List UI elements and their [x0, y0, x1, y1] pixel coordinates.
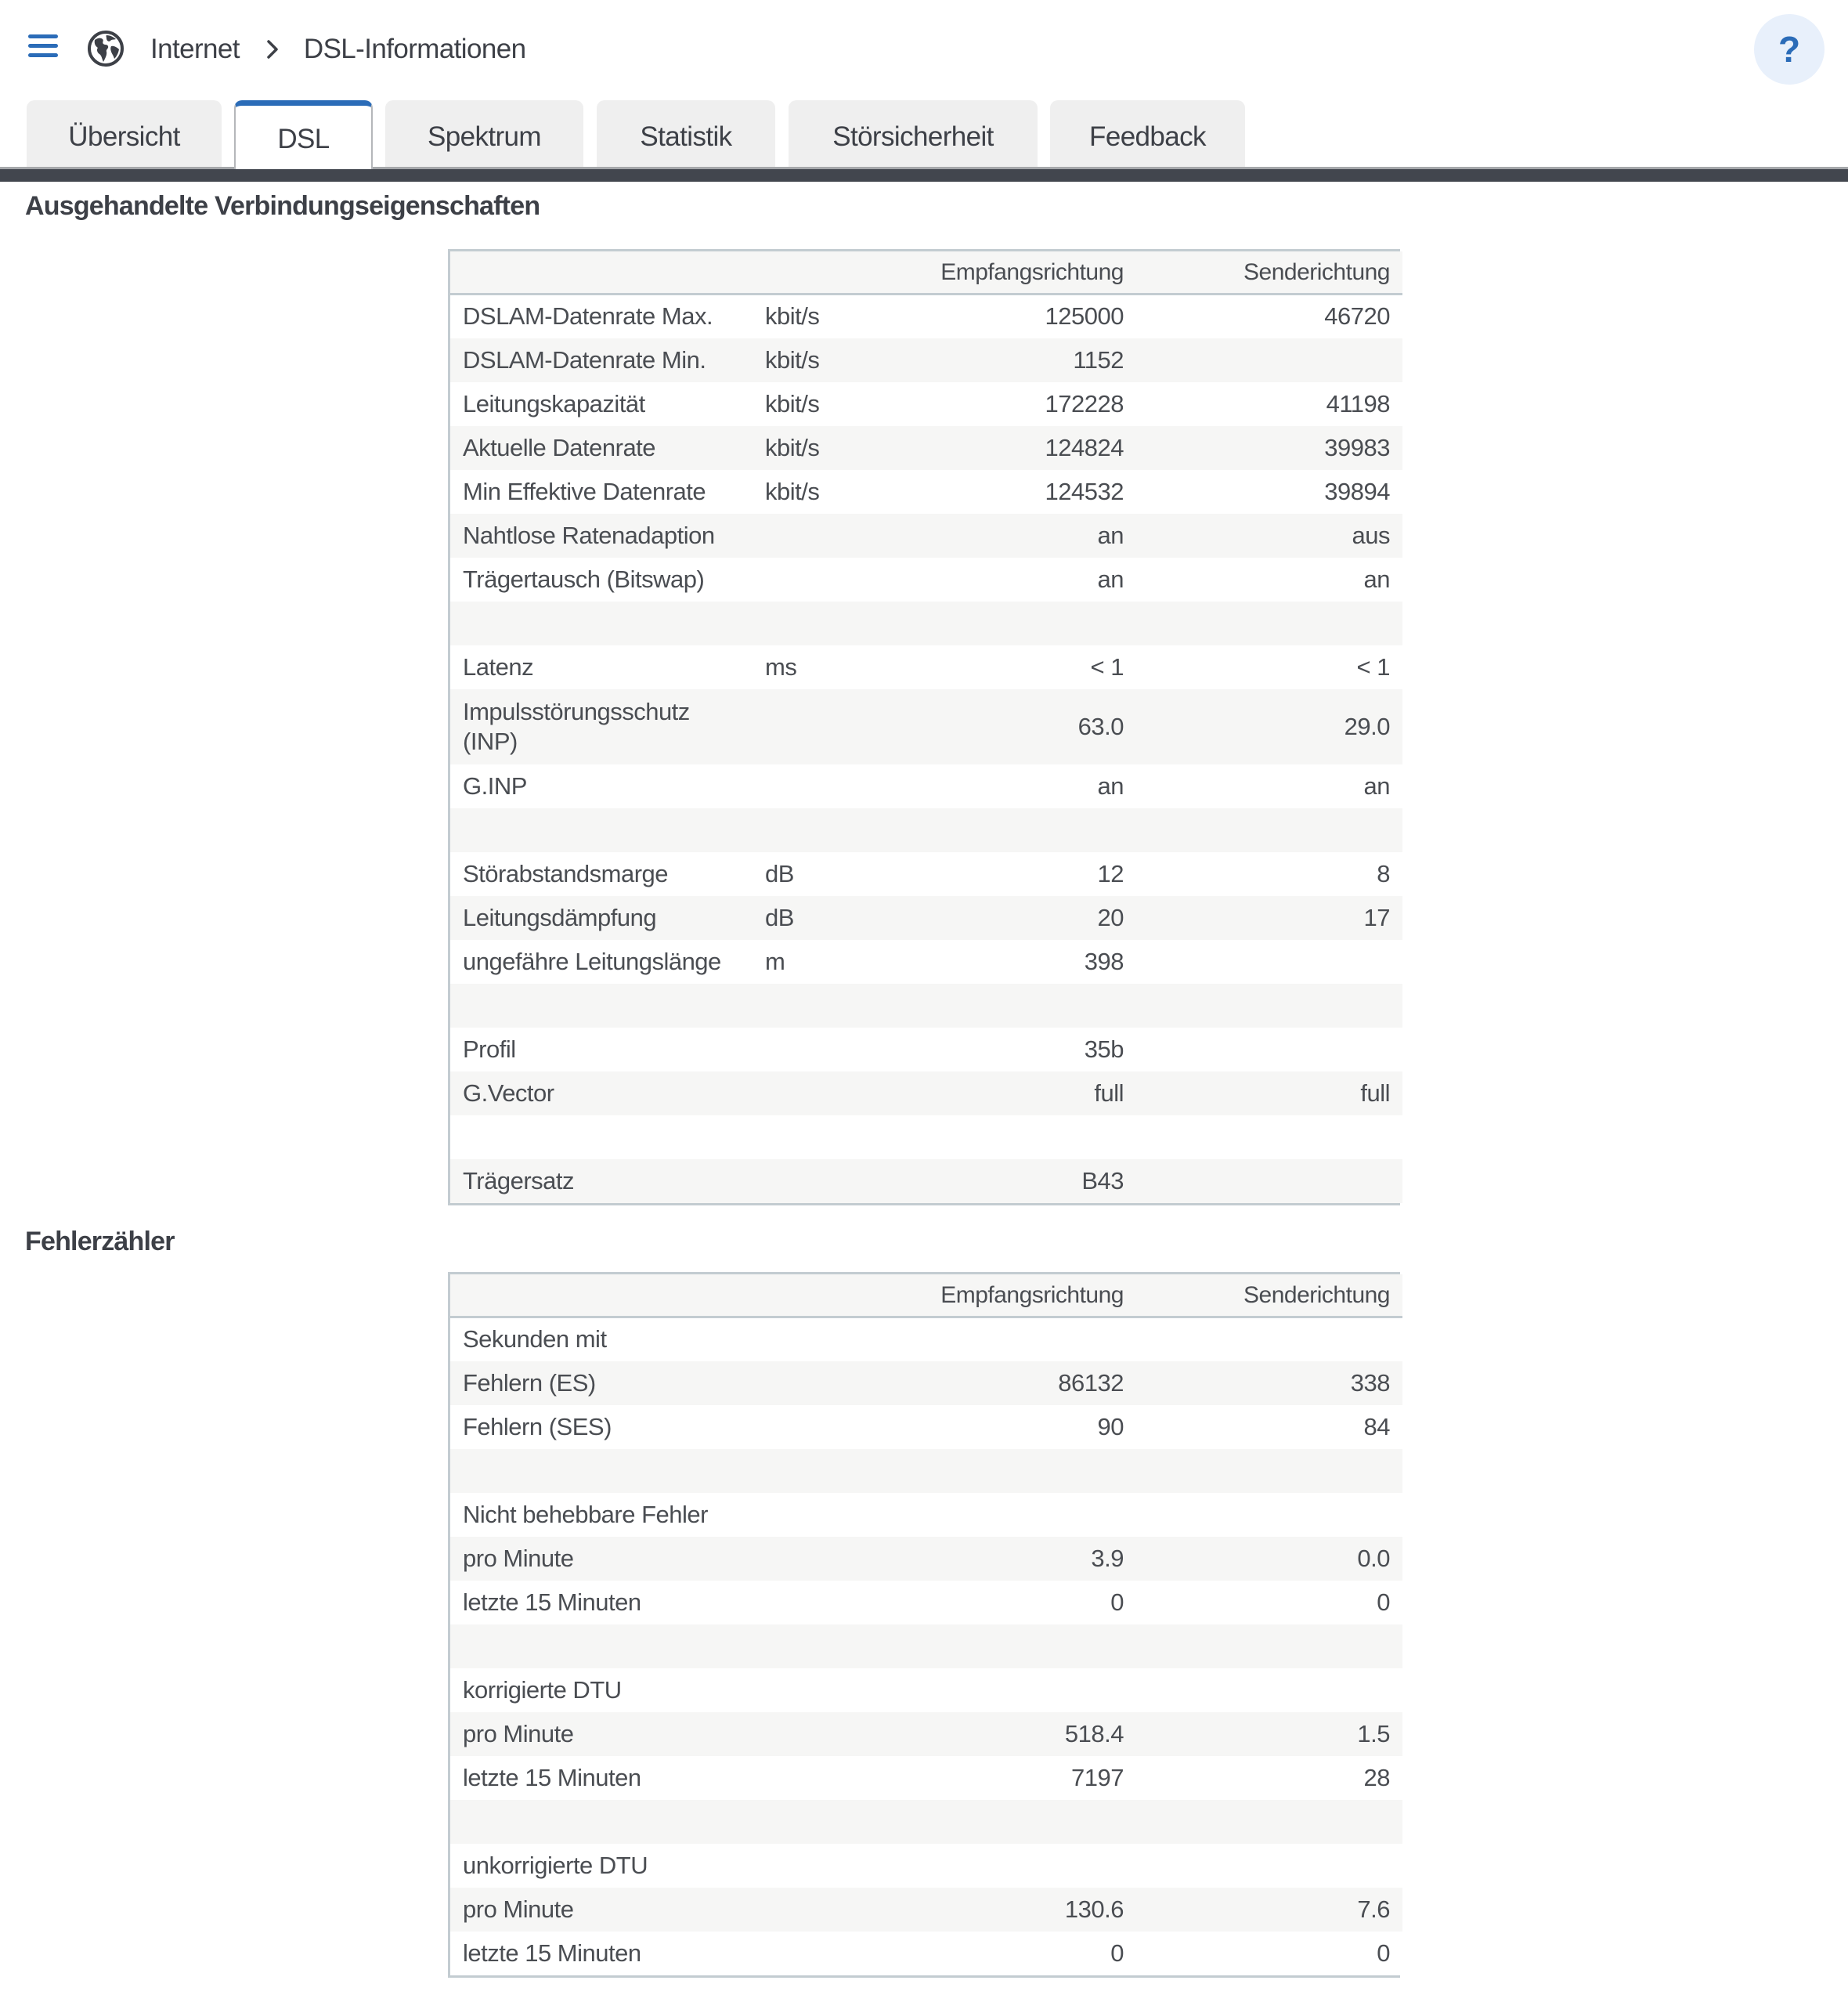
row-value-rx: an — [878, 558, 1136, 602]
tab-label: Statistik — [640, 121, 732, 152]
column-header-tx: Senderichtung — [1136, 1274, 1402, 1317]
row-value-rx: 35b — [878, 1028, 1136, 1071]
row-label: pro Minute — [450, 1712, 753, 1756]
row-unit — [753, 689, 878, 764]
table-spacer-row — [450, 602, 1402, 645]
row-value-tx: 8 — [1136, 852, 1402, 896]
tab-bar — [0, 100, 1848, 169]
row-value-tx: 1.5 — [1136, 1712, 1402, 1756]
row-label: G.Vector — [450, 1071, 753, 1115]
row-unit — [753, 1028, 878, 1071]
row-label — [450, 1624, 753, 1668]
row-label — [450, 1800, 753, 1844]
tab-label: Störsicherheit — [832, 121, 994, 152]
tab-uebersicht[interactable] — [27, 100, 222, 169]
row-value-tx: 28 — [1136, 1756, 1402, 1800]
row-label — [450, 1449, 753, 1493]
table-header-row — [450, 1274, 1402, 1317]
row-value-tx: 7.6 — [1136, 1888, 1402, 1932]
row-label: Aktuelle Datenrate — [450, 426, 753, 470]
table-spacer-row — [450, 1449, 1402, 1493]
tab-spektrum[interactable] — [385, 100, 583, 169]
table-header-row — [450, 251, 1402, 295]
row-value-tx: 46720 — [1136, 295, 1402, 338]
row-label — [450, 984, 753, 1028]
row-label: Sekunden mit — [450, 1317, 753, 1361]
row-label: Trägersatz — [450, 1159, 753, 1203]
hamburger-icon-bar — [28, 44, 58, 48]
row-value-tx — [1136, 1800, 1402, 1844]
error-counter-table — [448, 1272, 1400, 1978]
row-label: korrigierte DTU — [450, 1668, 753, 1712]
table-row — [450, 558, 1402, 602]
row-label: letzte 15 Minuten — [450, 1932, 753, 1975]
row-unit — [753, 1361, 878, 1405]
row-value-tx: < 1 — [1136, 645, 1402, 689]
row-value-tx: 0 — [1136, 1581, 1402, 1624]
row-value-rx — [878, 602, 1136, 645]
tab-dsl[interactable] — [234, 100, 373, 172]
row-unit: dB — [753, 852, 878, 896]
row-value-rx: 130.6 — [878, 1888, 1136, 1932]
row-label: Fehlern (ES) — [450, 1361, 753, 1405]
row-unit — [753, 1844, 878, 1888]
row-value-rx: 125000 — [878, 295, 1136, 338]
table-row — [450, 1581, 1402, 1624]
row-value-rx: 7197 — [878, 1756, 1136, 1800]
row-value-tx: full — [1136, 1071, 1402, 1115]
row-label: Fehlern (SES) — [450, 1405, 753, 1449]
row-label: Nahtlose Ratenadaption — [450, 514, 753, 558]
row-value-rx — [878, 1449, 1136, 1493]
table-row — [450, 426, 1402, 470]
row-value-rx: 20 — [878, 896, 1136, 940]
row-unit: dB — [753, 896, 878, 940]
row-value-tx — [1136, 1317, 1402, 1361]
row-value-rx — [878, 1115, 1136, 1159]
row-unit: ms — [753, 645, 878, 689]
row-unit — [753, 1581, 878, 1624]
tab-underline-bar — [0, 169, 1848, 182]
row-value-tx — [1136, 602, 1402, 645]
row-unit — [753, 1115, 878, 1159]
row-unit: kbit/s — [753, 295, 878, 338]
table-row — [450, 338, 1402, 382]
row-value-tx: 84 — [1136, 1405, 1402, 1449]
row-label: Min Effektive Datenrate — [450, 470, 753, 514]
row-value-tx: 41198 — [1136, 382, 1402, 426]
row-value-rx: 0 — [878, 1581, 1136, 1624]
table-row — [450, 689, 1402, 764]
row-value-rx: B43 — [878, 1159, 1136, 1203]
row-value-tx — [1136, 1844, 1402, 1888]
menu-button[interactable] — [28, 34, 58, 58]
table-row — [450, 1317, 1402, 1361]
row-label: pro Minute — [450, 1888, 753, 1932]
row-value-rx — [878, 1317, 1136, 1361]
row-value-tx — [1136, 1668, 1402, 1712]
row-value-tx: 39894 — [1136, 470, 1402, 514]
row-value-rx — [878, 808, 1136, 852]
row-label — [450, 1493, 753, 1537]
row-value-tx — [1136, 338, 1402, 382]
row-value-rx: 0 — [878, 1932, 1136, 1975]
row-unit: kbit/s — [753, 338, 878, 382]
row-value-rx: 90 — [878, 1405, 1136, 1449]
row-label: DSLAM-Datenrate Max. — [450, 295, 753, 338]
table-row — [450, 470, 1402, 514]
row-unit: kbit/s — [753, 426, 878, 470]
row-unit — [753, 1449, 878, 1493]
tab-label: Feedback — [1089, 121, 1206, 152]
row-unit — [753, 1800, 878, 1844]
row-unit — [753, 514, 878, 558]
row-label: Profil — [450, 1028, 753, 1071]
row-value-rx: 124824 — [878, 426, 1136, 470]
row-value-rx: 86132 — [878, 1361, 1136, 1405]
row-value-tx: 0 — [1136, 1932, 1402, 1975]
column-header-tx: Senderichtung — [1136, 251, 1402, 295]
table-row — [450, 645, 1402, 689]
row-unit — [753, 1159, 878, 1203]
row-value-tx: an — [1136, 558, 1402, 602]
row-value-tx — [1136, 808, 1402, 852]
row-unit — [753, 1624, 878, 1668]
breadcrumb-current: DSL-Informationen — [303, 34, 526, 64]
row-label: DSLAM-Datenrate Min. — [450, 338, 753, 382]
table-row — [450, 940, 1402, 984]
row-unit: kbit/s — [753, 470, 878, 514]
row-label — [450, 1115, 753, 1159]
row-unit — [753, 1493, 878, 1537]
row-value-rx: an — [878, 514, 1136, 558]
row-unit — [753, 764, 878, 808]
row-value-rx: < 1 — [878, 645, 1136, 689]
row-label: G.INP — [450, 764, 753, 808]
row-value-tx — [1136, 1115, 1402, 1159]
tab-label: Übersicht — [68, 121, 180, 152]
row-label: unkorrigierte DTU — [450, 1844, 753, 1888]
table-row — [450, 852, 1402, 896]
row-unit — [753, 1712, 878, 1756]
hamburger-icon-bar — [28, 34, 58, 38]
table-row — [450, 1493, 1402, 1537]
section-title-errors: Fehlerzähler — [25, 1227, 175, 1256]
row-unit — [753, 1932, 878, 1975]
row-value-tx: aus — [1136, 514, 1402, 558]
section-title-connection: Ausgehandelte Verbindungseigenschaften — [25, 191, 540, 221]
table-row — [450, 1888, 1402, 1932]
breadcrumb — [150, 30, 525, 69]
tab-label: DSL — [277, 123, 330, 154]
row-unit — [753, 1537, 878, 1581]
connection-table — [448, 249, 1400, 1205]
row-value-rx: 172228 — [878, 382, 1136, 426]
row-value-rx: 1152 — [878, 338, 1136, 382]
table-row — [450, 1537, 1402, 1581]
row-value-tx — [1136, 1159, 1402, 1203]
table-row — [450, 1668, 1402, 1712]
row-label: letzte 15 Minuten — [450, 1581, 753, 1624]
row-value-rx — [878, 1668, 1136, 1712]
column-header-unit — [753, 1274, 878, 1317]
row-label-text: Nicht behebbare Fehler — [463, 1500, 708, 1528]
table-spacer-row — [450, 1624, 1402, 1668]
row-label: letzte 15 Minuten — [450, 1756, 753, 1800]
table-row — [450, 896, 1402, 940]
row-value-rx: an — [878, 764, 1136, 808]
row-label: Störabstandsmarge — [450, 852, 753, 896]
table-row — [450, 1405, 1402, 1449]
table-row — [450, 1844, 1402, 1888]
row-label: Latenz — [450, 645, 753, 689]
row-value-rx — [878, 1624, 1136, 1668]
tab-stoersicherheit[interactable] — [789, 100, 1038, 169]
table-row — [450, 382, 1402, 426]
table-row — [450, 1932, 1402, 1975]
row-value-rx: 518.4 — [878, 1712, 1136, 1756]
row-unit — [753, 984, 878, 1028]
row-value-tx: 29.0 — [1136, 689, 1402, 764]
row-unit — [753, 1888, 878, 1932]
row-value-tx — [1136, 984, 1402, 1028]
tab-label: Spektrum — [428, 121, 541, 152]
chevron-right-icon — [257, 34, 288, 65]
row-value-rx — [878, 1800, 1136, 1844]
row-value-rx: 12 — [878, 852, 1136, 896]
table-row — [450, 1071, 1402, 1115]
table-spacer-row — [450, 1800, 1402, 1844]
row-value-rx: 63.0 — [878, 689, 1136, 764]
row-value-tx: an — [1136, 764, 1402, 808]
breadcrumb-internet[interactable]: Internet — [150, 34, 240, 64]
column-header-label — [450, 251, 753, 295]
row-value-rx: 398 — [878, 940, 1136, 984]
row-label: Leitungsdämpfung — [450, 896, 753, 940]
table-row — [450, 1028, 1402, 1071]
table-row — [450, 1159, 1402, 1203]
row-label: Trägertausch (Bitswap) — [450, 558, 753, 602]
row-unit: kbit/s — [753, 382, 878, 426]
row-label: ungefähre Leitungslänge — [450, 940, 753, 984]
table-spacer-row — [450, 984, 1402, 1028]
row-value-rx — [878, 1844, 1136, 1888]
row-unit — [753, 1668, 878, 1712]
row-unit — [753, 558, 878, 602]
row-value-tx — [1136, 1624, 1402, 1668]
help-button[interactable] — [1754, 14, 1825, 85]
table-row — [450, 514, 1402, 558]
row-label: Leitungskapazität — [450, 382, 753, 426]
row-value-tx: 17 — [1136, 896, 1402, 940]
row-value-tx — [1136, 1493, 1402, 1537]
row-value-rx: 3.9 — [878, 1537, 1136, 1581]
row-value-tx — [1136, 1449, 1402, 1493]
help-icon: ? — [1778, 29, 1801, 70]
row-unit — [753, 808, 878, 852]
column-header-rx: Empfangsrichtung — [878, 1274, 1136, 1317]
column-header-label — [450, 1274, 753, 1317]
globe-icon — [88, 31, 124, 67]
row-label — [450, 808, 753, 852]
table-row — [450, 764, 1402, 808]
row-value-tx: 338 — [1136, 1361, 1402, 1405]
table-spacer-row — [450, 1115, 1402, 1159]
row-unit — [753, 1317, 878, 1361]
column-header-unit — [753, 251, 878, 295]
table-row — [450, 1756, 1402, 1800]
row-value-tx — [1136, 1028, 1402, 1071]
row-value-rx — [878, 984, 1136, 1028]
row-label: Impulsstörungsschutz (INP) — [450, 689, 753, 764]
row-value-rx: full — [878, 1071, 1136, 1115]
row-value-tx: 0.0 — [1136, 1537, 1402, 1581]
row-value-rx: 124532 — [878, 470, 1136, 514]
row-label: pro Minute — [450, 1537, 753, 1581]
table-row — [450, 295, 1402, 338]
tab-feedback[interactable] — [1050, 100, 1245, 169]
column-header-rx: Empfangsrichtung — [878, 251, 1136, 295]
table-row — [450, 1361, 1402, 1405]
row-value-rx — [878, 1493, 1136, 1537]
row-value-tx: 39983 — [1136, 426, 1402, 470]
table-spacer-row — [450, 808, 1402, 852]
row-unit — [753, 1071, 878, 1115]
row-unit: m — [753, 940, 878, 984]
row-label — [450, 602, 753, 645]
row-value-tx — [1136, 940, 1402, 984]
tab-statistik[interactable] — [597, 100, 775, 169]
row-unit — [753, 602, 878, 645]
table-row — [450, 1712, 1402, 1756]
row-unit — [753, 1756, 878, 1800]
row-unit — [753, 1405, 878, 1449]
hamburger-icon-bar — [28, 53, 58, 57]
